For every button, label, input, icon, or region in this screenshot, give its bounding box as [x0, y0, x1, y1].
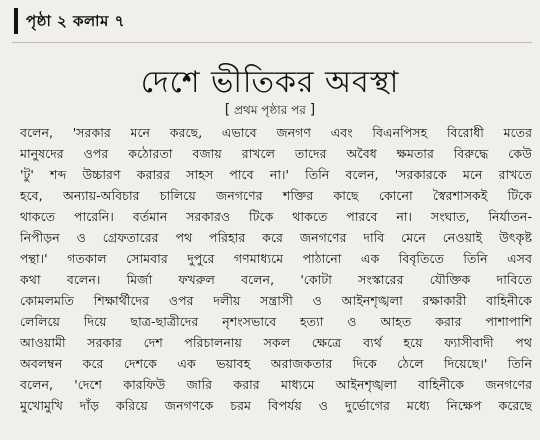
- body-line: হবে, অন্যায়-অবিচার চালিয়ে জনগণের শক্তির কাছে কোনো স্বৈরশাসকই টিকে: [20, 188, 532, 203]
- body-line: অবলম্বন করে দেশকে এক ভয়াবহ অরাজকতার দিকে ঠেলে দিয়েছে।' তিনি: [20, 356, 532, 371]
- continued-from-text: প্রথম পৃষ্ঠার পর: [234, 103, 306, 117]
- body-line: লেলিয়ে দিয়ে ছাত্র-ছাত্রীদের নৃশংসভাবে হত্যা ও আহত করার পাশাপাশি: [20, 314, 532, 329]
- body-line: থাকতে পারেনি। বর্তমান সরকারও টিকে থাকতে পারবে না। সংঘাত, নির্যাতন-: [20, 209, 532, 224]
- body-line: বলেন, 'দেশে কারফিউ জারি করার মাধ্যমে আইনশৃঙ্খলা বাহিনীকে জনগণের: [20, 377, 532, 392]
- article-body: [20, 122, 532, 416]
- continued-close-bracket: ]: [309, 102, 316, 118]
- body-line: মানুষদের ওপর কঠোরতা বজায় রাখলে তাদের অবৈধ ক্ষমতার বিরুদ্ধে কেউ: [20, 146, 532, 161]
- body-line: কথা বলেন। মির্জা ফখরুল বলেন, 'কোটা সংস্কারের যৌক্তিক দাবিতে: [20, 272, 532, 287]
- continued-from-note: [0, 102, 540, 122]
- body-line: পন্থা।' গতকাল সোমবার দুপুরে গণমাধ্যমে পাঠানো এক বিবৃতিতে তিনি এসব: [20, 251, 532, 266]
- header-rule: [14, 8, 18, 34]
- body-line: মুখোমুখি দাঁড় করিয়ে জনগণকে চরম বিপর্যয় ও দুর্ভোগের মধ্যে নিক্ষেপ করেছে: [20, 398, 532, 413]
- article-headline: দেশে ভীতিকর অবস্থা: [140, 65, 400, 100]
- body-line: নিপীড়ন ও গ্রেফতারের পথ পরিহার করে জনগণের দাবি মেনে নেওয়াই উৎকৃষ্ট: [20, 230, 532, 245]
- body-line: 'টু' শব্দ উচ্চারণ করারর সাহস পাবে না।' তিনি বলেন, 'সরকারকে মনে রাখতে: [20, 167, 532, 182]
- continued-open-bracket: [: [224, 102, 231, 118]
- body-line: কোমলমতি শিক্ষার্থীদের ওপর দলীয় সন্ত্রাসী ও আইনশৃঙ্খলা রক্ষাকারী বাহিনীকে: [20, 293, 532, 308]
- header-divider: [12, 42, 532, 43]
- page-column-label: পৃষ্ঠা ২ কলাম ৭: [26, 12, 125, 30]
- body-line: বলেন, 'সরকার মনে করছে, এভাবে জনগণ এবং বিএনপিসহ বিরোধী মতের: [20, 125, 532, 140]
- body-line: আওয়ামী সরকার দেশ পরিচালনায় সকল ক্ষেত্রে ব্যর্থ হয়ে ফ্যাসীবাদী পথ: [20, 335, 532, 350]
